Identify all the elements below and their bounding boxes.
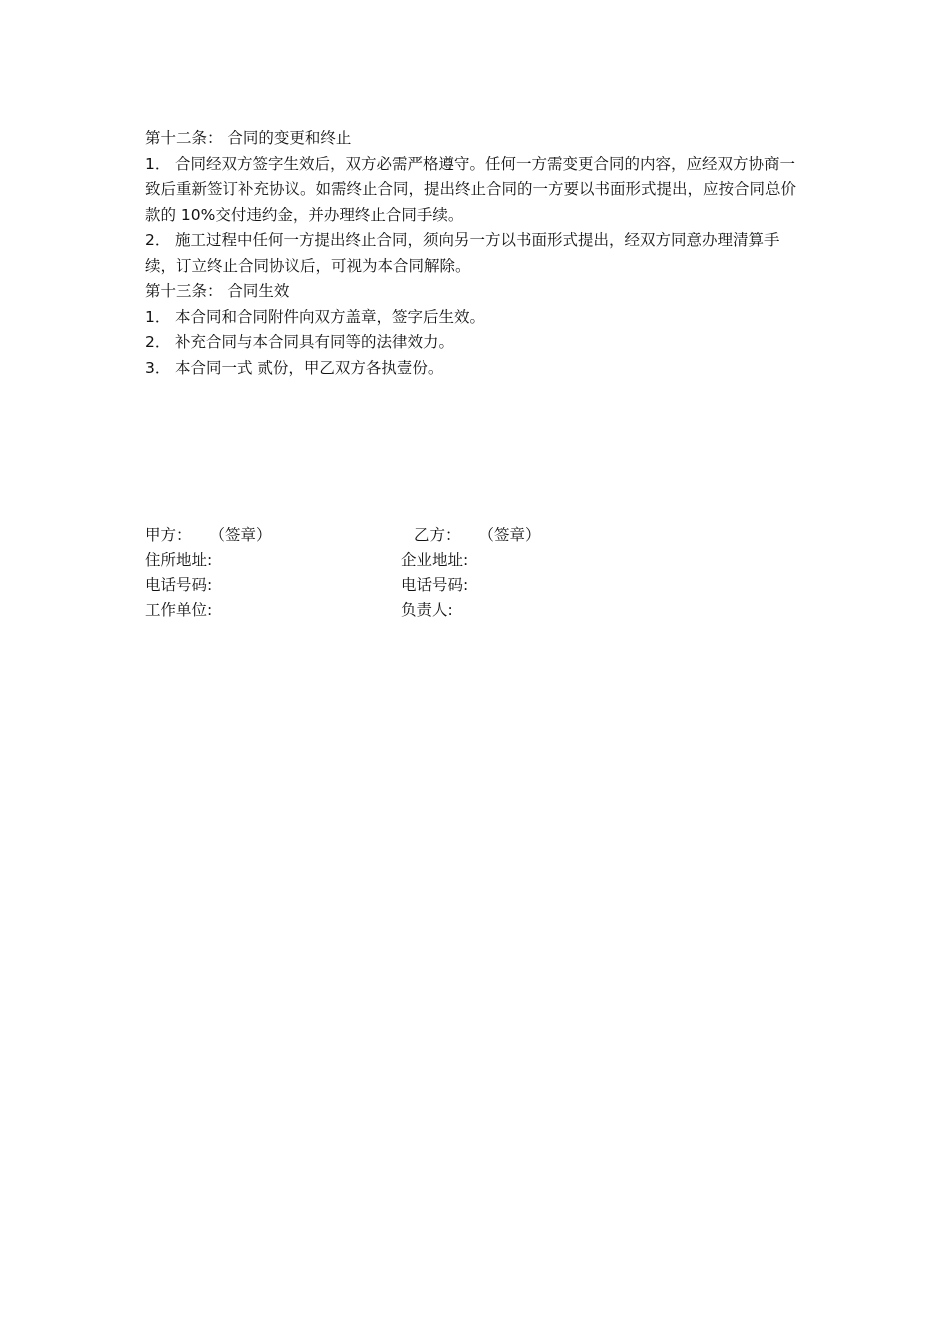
article-13-heading: 第十三条： 合同生效 xyxy=(145,282,290,300)
article-12-heading: 第十二条： 合同的变更和终止 xyxy=(145,129,352,147)
item-text: 本合同和合同附件向双方盖章，签字后生效。 xyxy=(175,307,486,326)
item-number: 1． xyxy=(145,307,171,326)
party-b-address: 企业地址: xyxy=(401,551,469,569)
party-b-contact: 负责人: xyxy=(401,601,453,619)
item-number: 2． xyxy=(145,333,171,351)
party-b-line xyxy=(414,523,541,548)
party-b-label: 乙方： xyxy=(414,526,461,544)
article-13-item-1 xyxy=(145,305,810,331)
item-number: 3． xyxy=(145,358,171,377)
contract-body xyxy=(145,126,810,381)
article-13-item-2 xyxy=(145,330,810,356)
item-number: 1． xyxy=(145,154,171,173)
article-12-item-1 xyxy=(145,152,810,229)
item-text: 合同经双方签字生效后，双方必需严格遵守。任何一方需变更合同的内容，应经双方协商一致后重新签订补充协议。如需终止合同，提出终止合同的一方要以书面形式提出，应按合同总价款的 10%交付违约金，并办理终止合同手续。 xyxy=(145,154,797,224)
party-a-line xyxy=(145,523,272,548)
article-13-item-3 xyxy=(145,356,810,382)
item-text: 本合同一式 贰份，甲乙双方各执壹份。 xyxy=(175,358,444,377)
party-a-label: 甲方： xyxy=(145,526,192,544)
article-12-item-2 xyxy=(145,228,810,279)
item-text: 施工过程中任何一方提出终止合同，须向另一方以书面形式提出，经双方同意办理清算手续，订立终止合同协议后，可视为本合同解除。 xyxy=(145,231,780,275)
party-b-phone: 电话号码: xyxy=(401,576,469,594)
party-a-seal: （签章） xyxy=(209,526,272,544)
party-a-work-unit: 工作单位: xyxy=(145,601,213,619)
party-a-address: 住所地址: xyxy=(145,551,213,569)
item-text: 补充合同与本合同具有同等的法律效力。 xyxy=(175,333,455,351)
party-a-phone: 电话号码: xyxy=(145,576,213,594)
item-number: 2． xyxy=(145,231,171,249)
party-b-seal: （签章） xyxy=(478,526,541,544)
